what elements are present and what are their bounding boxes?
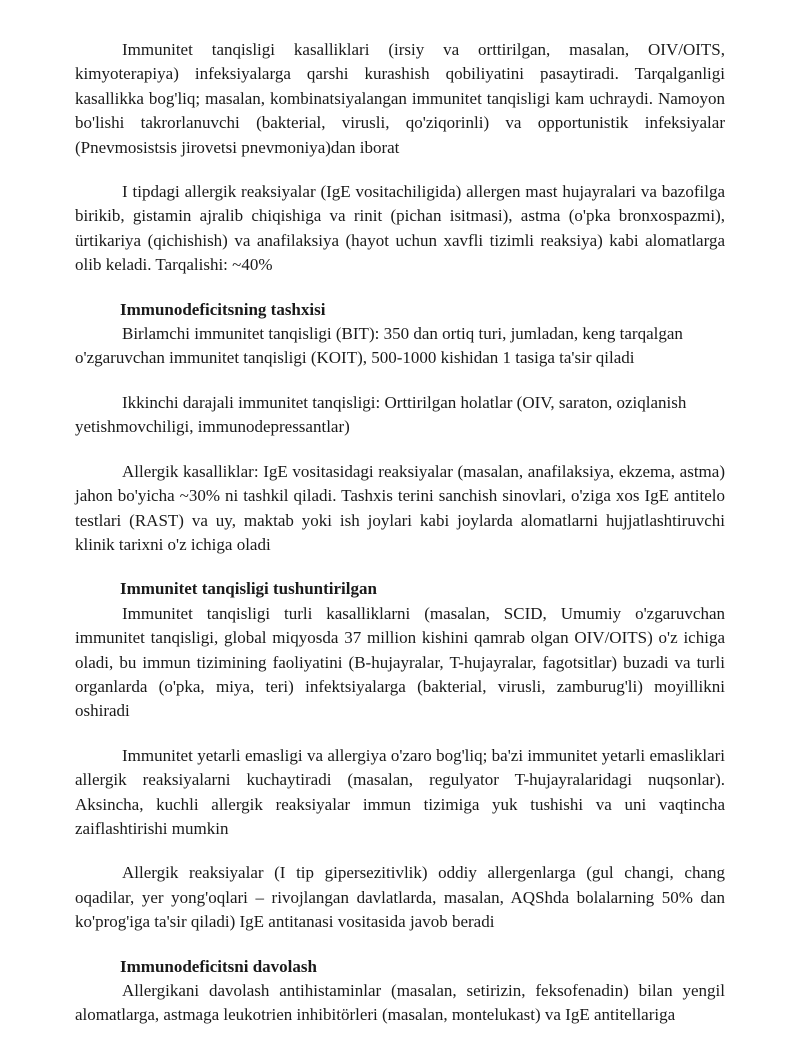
- paragraph-allergic-reactions: Allergik reaksiyalar (I tip gipersezitivlik) oddiy allergenlarga (gul changi, chang oqadilar, yer yong'oqlari – rivojlangan davlatlarda, masalan, AQShda bolalarning 50% dan ko'prog'iga ta'sir qiladi) IgE antitanasi vositasida javob beradi: [75, 863, 725, 932]
- heading-immunodeficiency-explained: Immunitet tanqisligi tushuntirilgan: [120, 579, 377, 599]
- document-page: [75, 38, 725, 1048]
- heading-immunodeficiency-treatment: Immunodeficitsni davolash: [120, 956, 317, 976]
- heading-immunodeficiency-diagnosis: Immunodeficitsning tashxisi: [120, 299, 326, 319]
- paragraph-allergy-treatment: Allergikani davolash antihistaminlar (masalan, setirizin, feksofenadin) bilan yengil alomatlarga, astmaga leukotrien inhibitörleri (masalan, montelukast) va IgE antitellariga: [75, 981, 725, 1025]
- paragraph-allergic-diseases: Allergik kasalliklar: IgE vositasidagi reaksiyalar (masalan, anafilaksiya, ekzema, astma) jahon bo'yicha ~30% ni tashkil qiladi. Tashxis terini sanchish sinovlari, o'ziga xos IgE antitelo testlari (RAST) va uy, maktab yoki ish joylari kabi joylarda alomatlarni hujjatlashtiruvchi klinik tarixni o'z ichiga oladi: [75, 461, 725, 554]
- paragraph-secondary-immunodeficiency: Ikkinchi darajali immunitet tanqisligi: Orttirilgan holatlar (OIV, saraton, oziqlanish yetishmovchiligi, immunodepressantlar): [75, 392, 687, 437]
- paragraph-primary-immunodeficiency: Birlamchi immunitet tanqisligi (BIT): 350 dan ortiq turi, jumladan, keng tarqalgan o'zgaruvchan immunitet tanqisligi (KOIT), 500-1000 kishidan 1 tasiga ta'sir qiladi: [75, 324, 683, 368]
- paragraph-immunodeficiency-diseases: Immunitet tanqisligi turli kasalliklarni (masalan, SCID, Umumiy o'zgaruvchan immunitet tanqisligi, global miqyosda 37 million kishini qamrab olgan OIV/OITS) o'z ichiga oladi, bu immun tizimining faoliyatini (B-hujayralar, T-hujayralar, fagotsitlar) buzadi va turli organlarda (o'pka, miya, teri) infektsiyalarga (bakterial, virusli, zamburug'li) moyillikni oshiradi: [75, 603, 725, 721]
- paragraph-immunodeficiency-allergy-link: Immunitet yetarli emasligi va allergiya o'zaro bog'liq; ba'zi immunitet yetarli emasliklari allergik reaksiyalarni kuchaytiradi (masalan, regulyator T-hujayralaridagi nuqsonlar). Aksincha, kuchli allergik reaksiyalar immun tizimiga yuk tushishi va uni vaqtincha zaiflashtirishi mumkin: [75, 745, 725, 838]
- paragraph-immunodeficiency-overview: Immunitet tanqisligi kasalliklari (irsiy va orttirilgan, masalan, OIV/OITS, kimyoterapiya) infeksiyalarga qarshi kurashish qobiliyatini pasaytiradi. Tarqalganligi kasallikka bog'liq; masalan, kombinatsiyalangan immunitet tanqisligi kam uchraydi. Namoyon bo'lishi takrorlanuvchi (bakterial, virusli, qo'ziqorinli) va opportunistik infeksiyalar (Pnevmosistsis jirovetsi pnevmoniya)dan iborat: [75, 40, 725, 157]
- paragraph-type-one-allergy: I tipdagi allergik reaksiyalar (IgE vositachiligida) allergen mast hujayralari va bazofilga birikib, gistamin ajralib chiqishiga va rinit (pichan isitmasi), astma (o'pka bronxospazmi), ürtikariya (qichishish) va anafilaksiya (hayot uchun xavfli tizimli reaksiya) kabi alomatlarga olib keladi. Tarqalishi: ~40%: [75, 182, 725, 275]
